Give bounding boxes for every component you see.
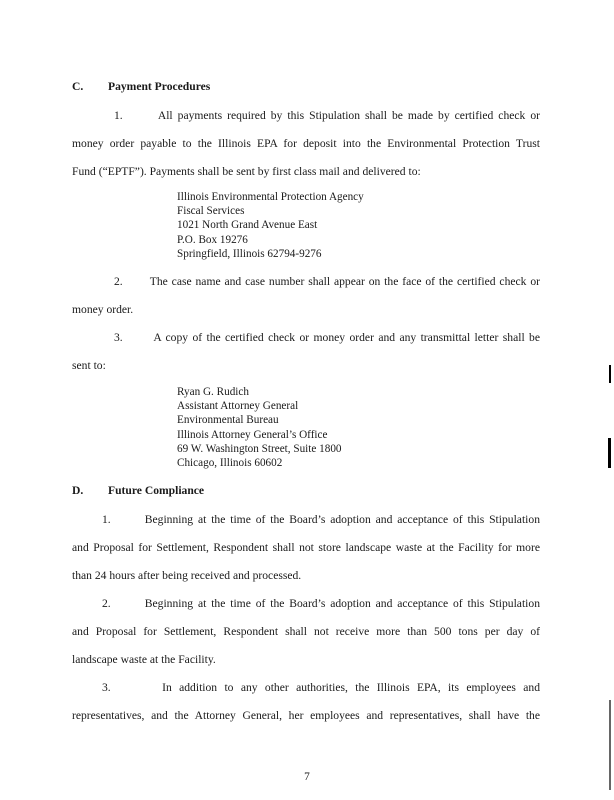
c1-line-1: 1. All payments required by this Stipulation shall be made by certified check or xyxy=(114,109,540,122)
c2-line-1: 2. The case name and case number shall appear on the face of the certified check or xyxy=(114,275,540,288)
address-line: Environmental Bureau xyxy=(177,414,279,427)
address-line: Springfield, Illinois 62794-9276 xyxy=(177,247,322,260)
c1-line-2: money order payable to the Illinois EPA for deposit into the Environmental Protection Trust xyxy=(72,137,540,150)
scan-mark xyxy=(609,700,611,790)
address-line: Assistant Attorney General xyxy=(177,400,299,413)
address-line: Illinois Environmental Protection Agency xyxy=(177,191,364,203)
section-c-title: Payment Procedures xyxy=(108,80,211,93)
address-line: 69 W. Washington Street, Suite 1800 xyxy=(177,442,342,455)
c3-line-2: sent to: xyxy=(72,359,106,372)
address-line: Illinois Attorney General’s Office xyxy=(177,428,328,441)
c2-line-2: money order. xyxy=(72,303,134,316)
address-line: P.O. Box 19276 xyxy=(177,233,248,246)
d1-line-2: and Proposal for Settlement, Respondent shall not store landscape waste at the Facility for more xyxy=(72,541,540,554)
d2-line-1: 2. Beginning at the time of the Board’s adoption and acceptance of this Stipulation xyxy=(102,597,540,610)
address-line: Fiscal Services xyxy=(177,205,245,218)
c1-line-3: Fund (“EPTF”). Payments shall be sent by first class mail and delivered to: xyxy=(72,165,421,178)
d2-line-2: and Proposal for Settlement, Respondent shall not receive more than 500 tons per day of xyxy=(72,625,540,638)
d3-line-2: representatives, and the Attorney General, her employees and representatives, shall have the xyxy=(72,709,540,722)
c3-line-1: 3. A copy of the certified check or money order and any transmittal letter shall be xyxy=(114,331,540,344)
d2-line-3: landscape waste at the Facility. xyxy=(72,653,216,666)
page-number: 7 xyxy=(304,771,310,783)
section-d-heading xyxy=(72,484,540,498)
d3-line-1: 3. In addition to any other authorities, the Illinois EPA, its employees and xyxy=(102,681,540,694)
section-c-letter: C. xyxy=(72,80,84,93)
section-c-heading xyxy=(72,80,540,94)
d1-line-3: than 24 hours after being received and processed. xyxy=(72,569,302,582)
attorney-address-block xyxy=(177,385,342,470)
scan-mark xyxy=(609,365,611,383)
section-d-letter: D. xyxy=(72,484,84,497)
address-line: 1021 North Grand Avenue East xyxy=(177,219,318,232)
section-d-title: Future Compliance xyxy=(108,484,205,497)
address-line: Chicago, Illinois 60602 xyxy=(177,456,283,469)
scan-mark xyxy=(608,438,611,468)
epa-address-block xyxy=(177,190,364,261)
address-line: Ryan G. Rudich xyxy=(177,386,249,398)
d1-line-1: 1. Beginning at the time of the Board’s adoption and acceptance of this Stipulation xyxy=(102,513,540,526)
